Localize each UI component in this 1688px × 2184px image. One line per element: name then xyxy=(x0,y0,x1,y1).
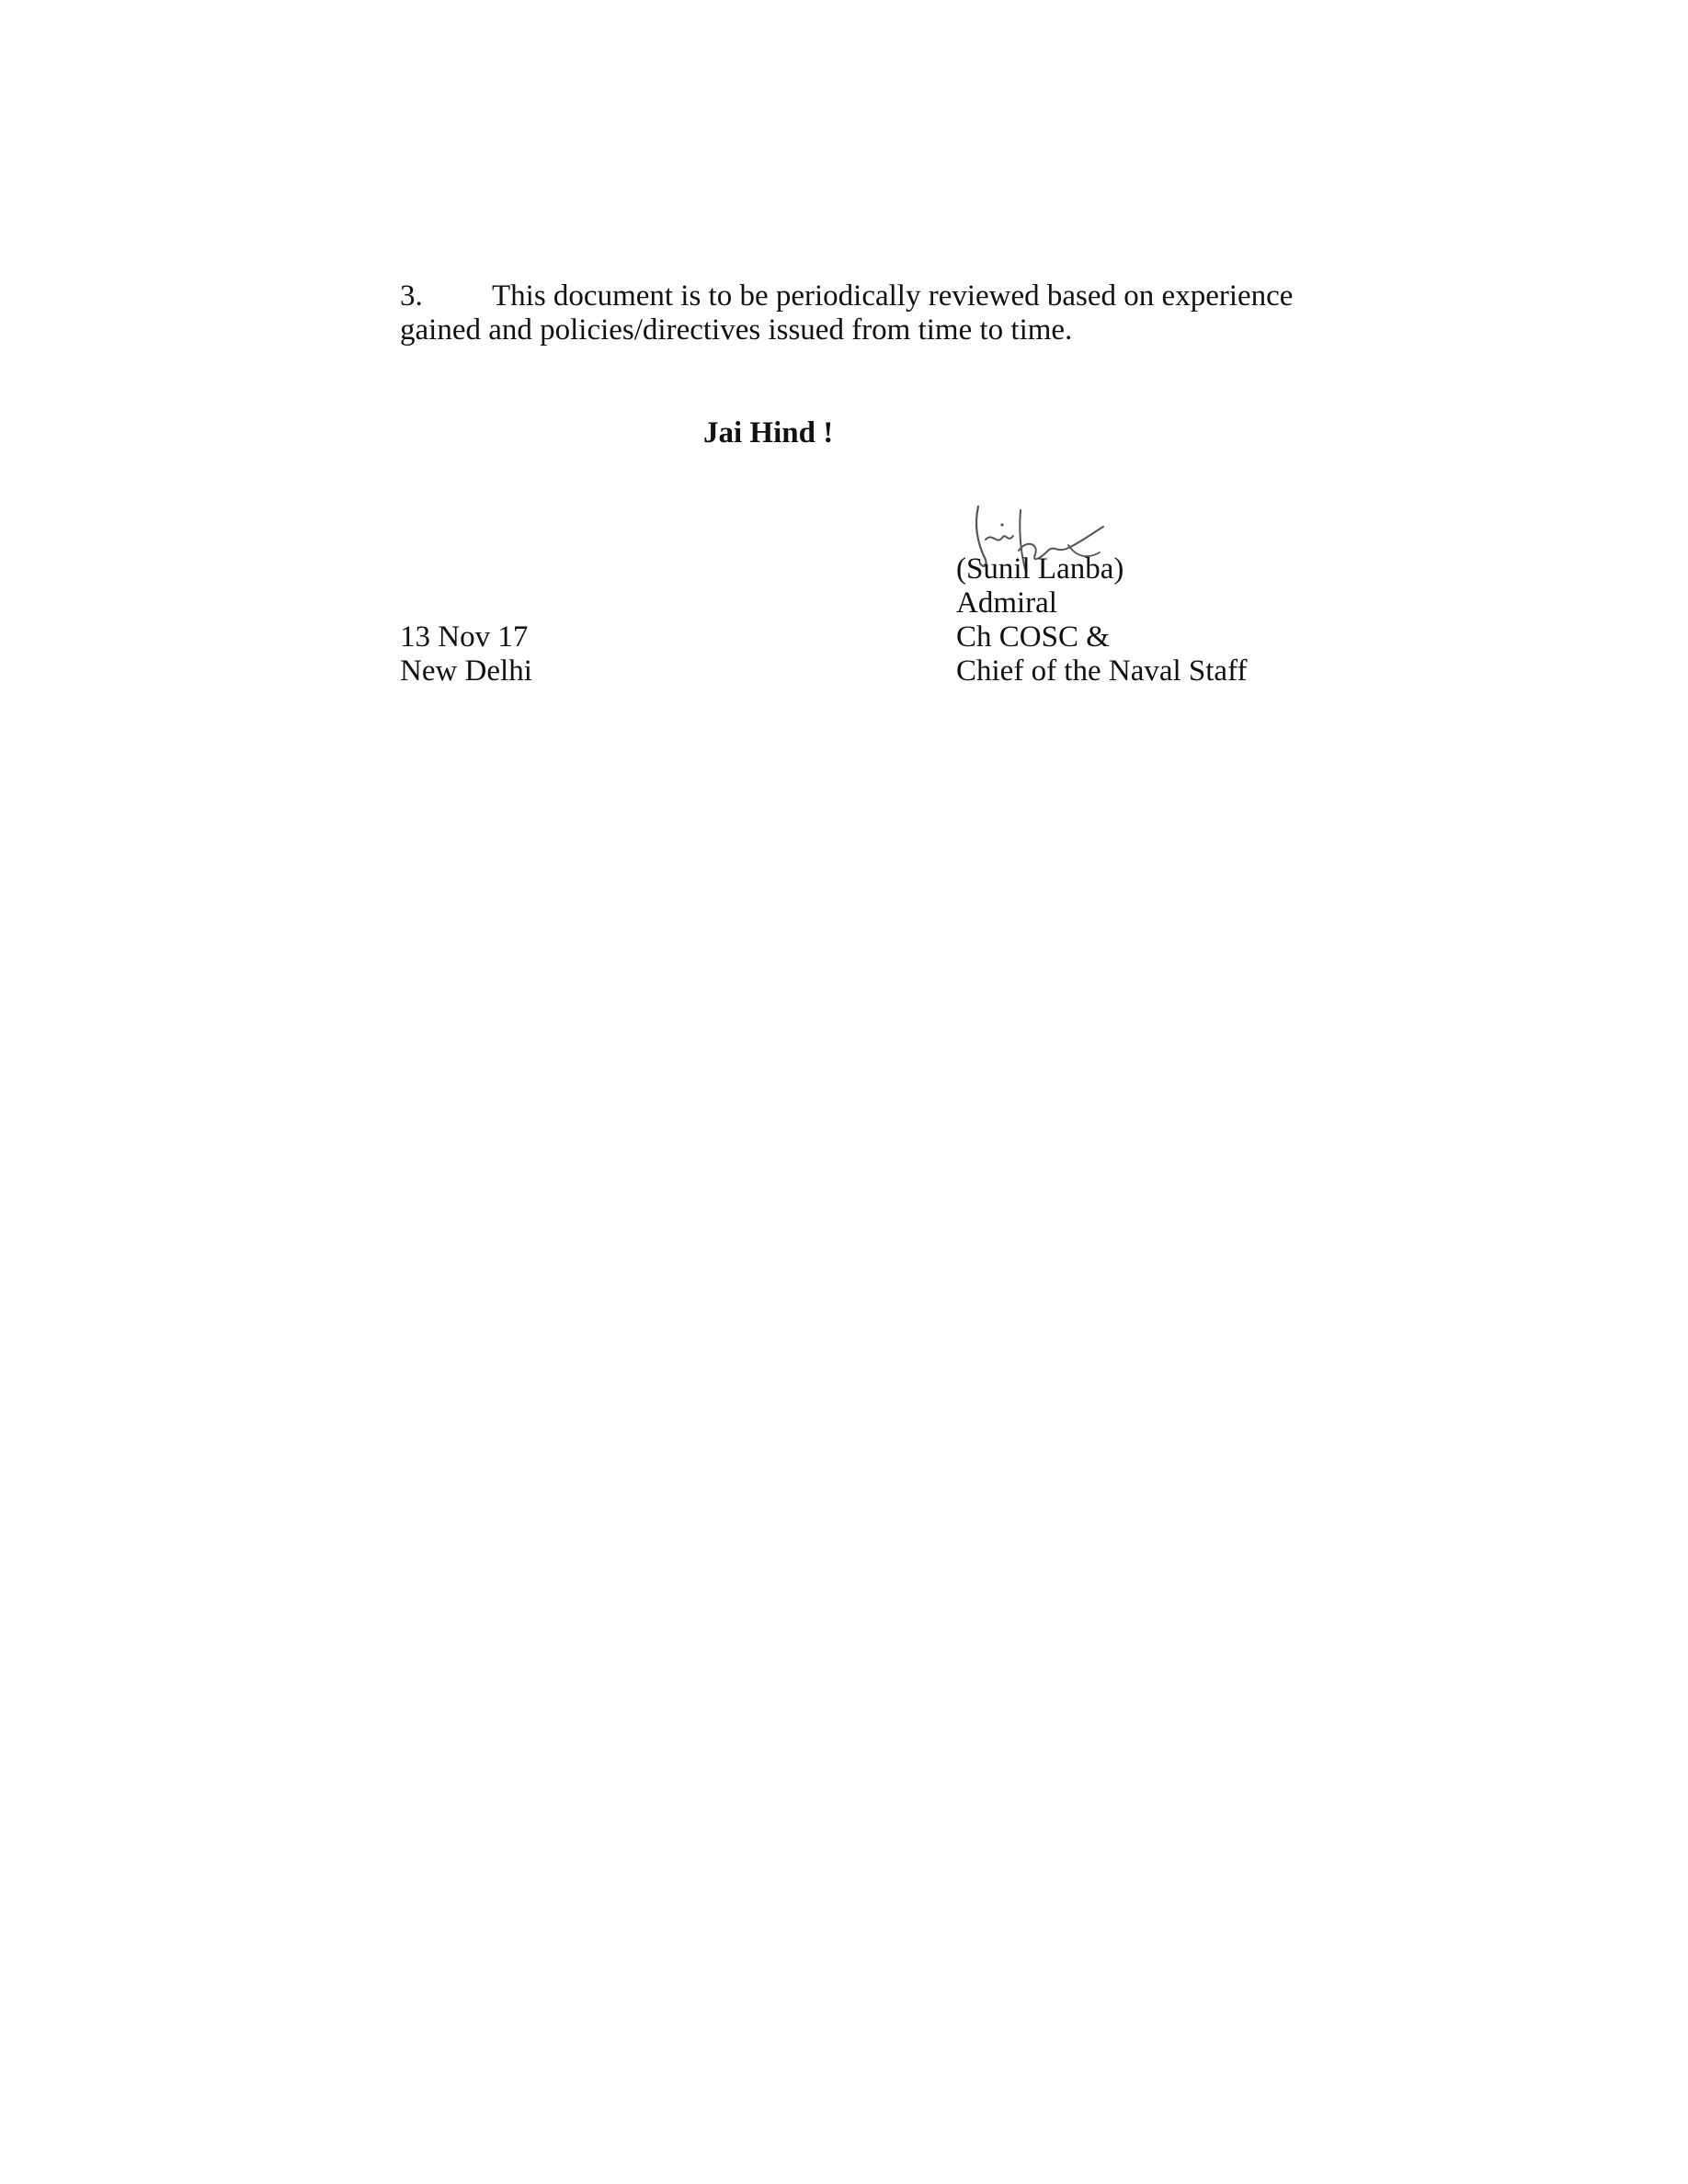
closing-salutation: Jai Hind ! xyxy=(703,416,834,449)
signatory-post-line-1: Ch COSC & xyxy=(956,620,1110,654)
paragraph-number: 3. xyxy=(400,279,423,313)
document-place: New Delhi xyxy=(400,654,532,688)
document-date: 13 Nov 17 xyxy=(400,620,529,654)
signatory-post-line-2: Chief of the Naval Staff xyxy=(956,654,1248,688)
paragraph-text-line-2: gained and policies/directives issued from time to time. xyxy=(400,313,1073,347)
signatory-rank: Admiral xyxy=(956,586,1057,620)
paragraph-text-line-1: This document is to be periodically reviewed based on experience xyxy=(492,279,1294,313)
signatory-name: (Sunil Lanba) xyxy=(956,552,1124,586)
